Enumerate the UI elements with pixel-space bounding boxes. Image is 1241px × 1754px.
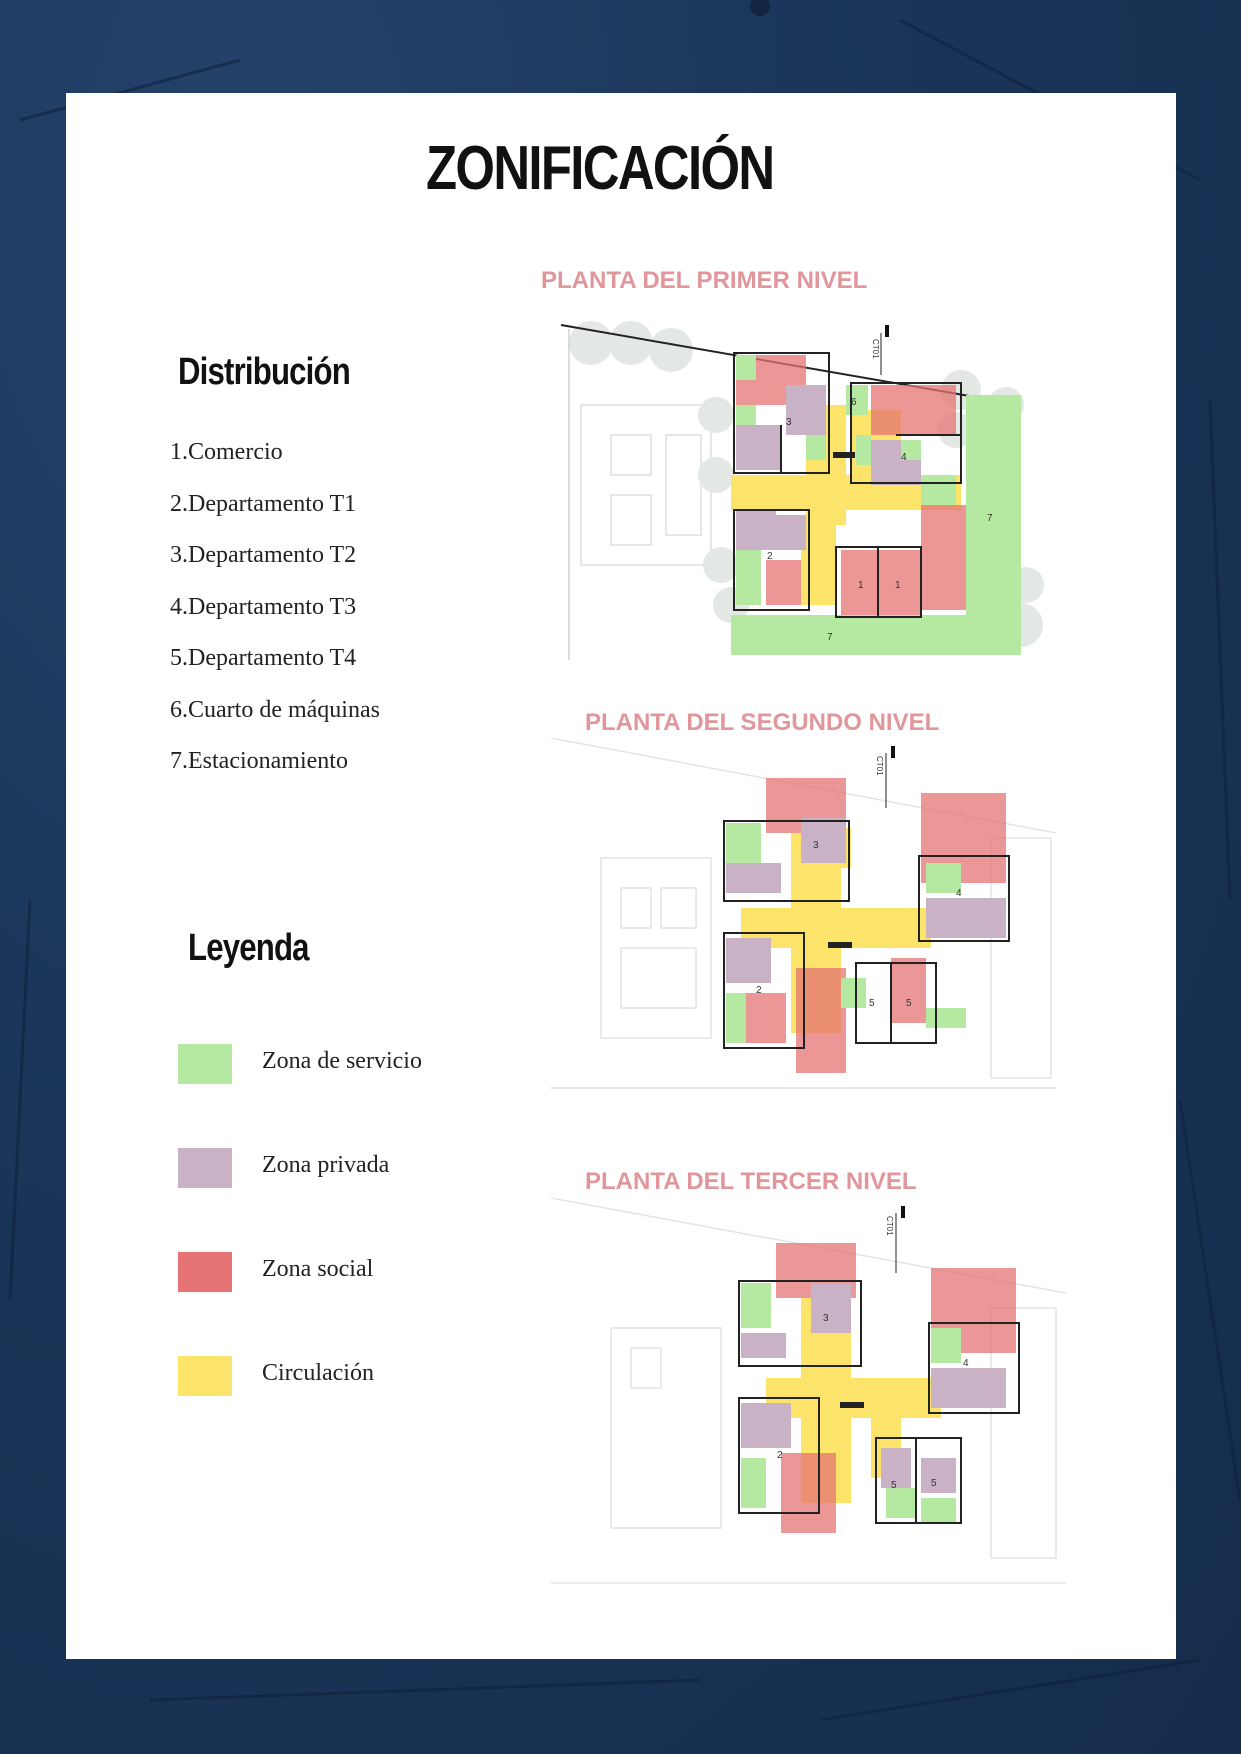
north-label: CT01	[871, 339, 880, 359]
zone-number: 7	[987, 513, 993, 524]
plan-2-title: PLANTA DEL SEGUNDO NIVEL	[585, 709, 940, 736]
item-number: 4.	[170, 593, 188, 620]
zone-number: 1	[858, 580, 864, 591]
list-item	[170, 643, 380, 695]
item-number: 3.	[170, 542, 188, 568]
item-label: Departamento T4	[188, 645, 357, 671]
legend-label: Zona social	[262, 1256, 374, 1282]
zone-number: 4	[956, 888, 962, 899]
item-number: 6.	[170, 696, 188, 723]
legend-label: Zona privada	[262, 1152, 390, 1178]
item-label: Departamento T3	[188, 593, 357, 620]
zone-number: 5	[906, 998, 912, 1009]
zone-number: 7	[827, 632, 833, 643]
zone-number: 2	[777, 1450, 783, 1461]
list-item	[170, 695, 380, 747]
plan-3-drawing	[551, 1198, 1121, 1593]
item-label: Departamento T1	[188, 490, 357, 517]
item-label: Estacionamiento	[188, 748, 348, 774]
distribution-list	[170, 437, 380, 798]
page-title: ZONIFICACIÓN	[426, 134, 774, 203]
list-item	[170, 540, 380, 592]
list-item	[170, 592, 380, 644]
distribution-heading: Distribución	[178, 351, 350, 393]
item-label: Comercio	[188, 439, 283, 465]
service-swatch	[178, 1044, 232, 1084]
item-number: 1.	[170, 439, 188, 465]
zone-number: 3	[813, 840, 819, 851]
zone-number: 2	[767, 551, 773, 562]
zone-number: 5	[931, 1478, 937, 1489]
zone-number: 4	[901, 452, 907, 463]
plan-3-title: PLANTA DEL TERCER NIVEL	[585, 1168, 917, 1195]
zone-number: 1	[895, 580, 901, 591]
zone-number: 5	[891, 1480, 897, 1491]
item-number: 2.	[170, 490, 188, 517]
list-item	[170, 489, 380, 541]
social-swatch	[178, 1252, 232, 1292]
plan-2-drawing	[551, 738, 1121, 1118]
legend-heading: Leyenda	[188, 927, 309, 969]
item-number: 5.	[170, 645, 188, 671]
list-item	[170, 746, 380, 798]
circulation-swatch	[178, 1356, 232, 1396]
item-number: 7.	[170, 748, 188, 774]
zone-number: 4	[963, 1358, 969, 1369]
zone-number: 5	[869, 998, 875, 1009]
north-label: CT01	[875, 756, 884, 776]
legend-label: Zona de servicio	[262, 1048, 422, 1074]
list-item	[170, 437, 380, 489]
item-label: Departamento T2	[188, 542, 357, 568]
legend-label: Circulación	[262, 1360, 374, 1386]
private-swatch	[178, 1148, 232, 1188]
zone-number: 3	[823, 1313, 829, 1324]
plan-1-drawing	[551, 315, 1121, 660]
zone-number: 3	[786, 417, 792, 428]
plan-1-title: PLANTA DEL PRIMER NIVEL	[541, 267, 868, 294]
zone-number: 6	[851, 397, 857, 408]
zoning-sheet	[66, 93, 1176, 1659]
item-label: Cuarto de máquinas	[188, 696, 380, 723]
north-label: CT01	[885, 1216, 894, 1236]
zone-number: 2	[756, 985, 762, 996]
